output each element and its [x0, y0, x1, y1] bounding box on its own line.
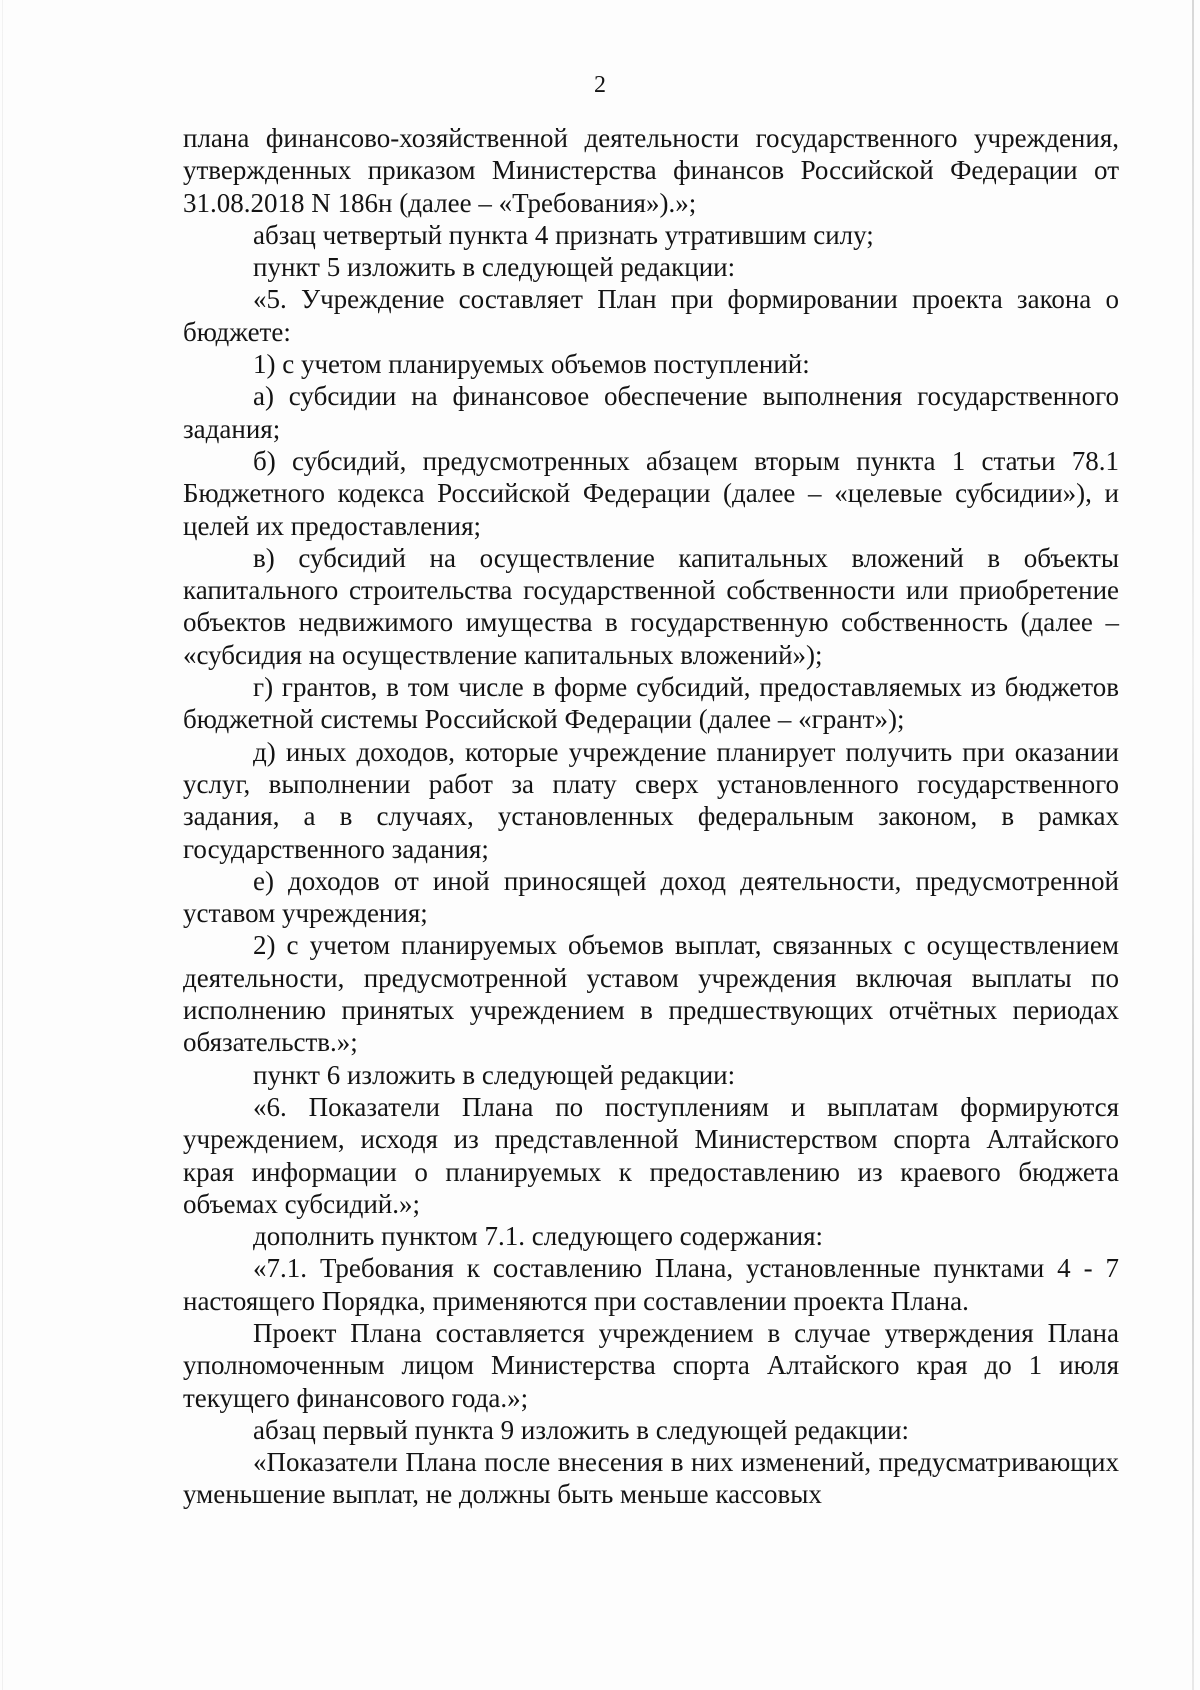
scan-edge-right [1192, 0, 1194, 1690]
paragraph: дополнить пунктом 7.1. следующего содержания: [253, 1221, 824, 1252]
document-body [183, 122, 1119, 1511]
paragraph: плана финансово-хозяйственной деятельности государственного учреждения, утвержденных приказом Министерства финансов Российской Федерации от 31.08.2018 N 186н (далее – «Требования»).»; [183, 123, 1119, 218]
paragraph: абзац первый пункта 9 изложить в следующей редакции: [253, 1414, 910, 1445]
paragraph: Проект Плана составляется учреждением в случае утверждения Плана уполномоченным лицом Министерства спорта Алтайского края до 1 июля текущего финансового года.»; [183, 1317, 1119, 1413]
paragraph: «7.1. Требования к составлению Плана, установленные пунктами 4 - 7 настоящего Порядка, применяются при составлении проекта Плана. [183, 1253, 1119, 1316]
paragraph: пункт 6 изложить в следующей редакции: [253, 1059, 736, 1090]
page-number: 2 [594, 72, 606, 98]
paragraph: «6. Показатели Плана по поступлениям и выплатам формируются учреждением, исходя из представленной Министерством спорта Алтайского края информации о планируемых к предоставлению из краевого бюджета объемах субсидий.»; [183, 1091, 1119, 1219]
paragraph: абзац четвертый пункта 4 признать утратившим силу; [253, 219, 874, 250]
paragraph: а) субсидии на финансовое обеспечение выполнения государственного задания; [183, 381, 1119, 444]
paragraph: «5. Учреждение составляет План при формировании проекта закона о бюджете: [183, 284, 1119, 347]
paragraph: 2) с учетом планируемых объемов выплат, связанных с осуществлением деятельности, предусмотренной уставом учреждения включая выплаты по исполнению принятых учреждением в предшествующих отчётных периодах обязательств.»; [183, 930, 1119, 1058]
scan-edge-left [2, 0, 3, 1690]
paragraph: д) иных доходов, которые учреждение планирует получить при оказании услуг, выполнении работ за плату сверх установленного государственного задания, а в случаях, установленных федеральным законом, в рамках государственного задания; [183, 736, 1119, 864]
paragraph: «Показатели Плана после внесения в них изменений, предусматривающих уменьшение выплат, не должны быть меньше кассовых [183, 1447, 1119, 1510]
paragraph: б) субсидий, предусмотренных абзацем вторым пункта 1 статьи 78.1 Бюджетного кодекса Российской Федерации (далее – «целевые субсидии»), и целей их предоставления; [183, 445, 1119, 541]
paragraph: в) субсидий на осуществление капитальных вложений в объекты капитального строительства государственной собственности или приобретение объектов недвижимого имущества в государственную собственность (далее – «субсидия на осуществление капитальных вложений»); [183, 542, 1119, 670]
paragraph: е) доходов от иной приносящей доход деятельности, предусмотренной уставом учреждения; [183, 865, 1119, 929]
paragraph: 1) с учетом планируемых объемов поступлений: [253, 349, 810, 380]
paragraph: пункт 5 изложить в следующей редакции: [253, 252, 736, 283]
paragraph: г) грантов, в том числе в форме субсидий, предоставляемых из бюджетов бюджетной системы Российской Федерации (далее – «грант»); [183, 672, 1119, 735]
